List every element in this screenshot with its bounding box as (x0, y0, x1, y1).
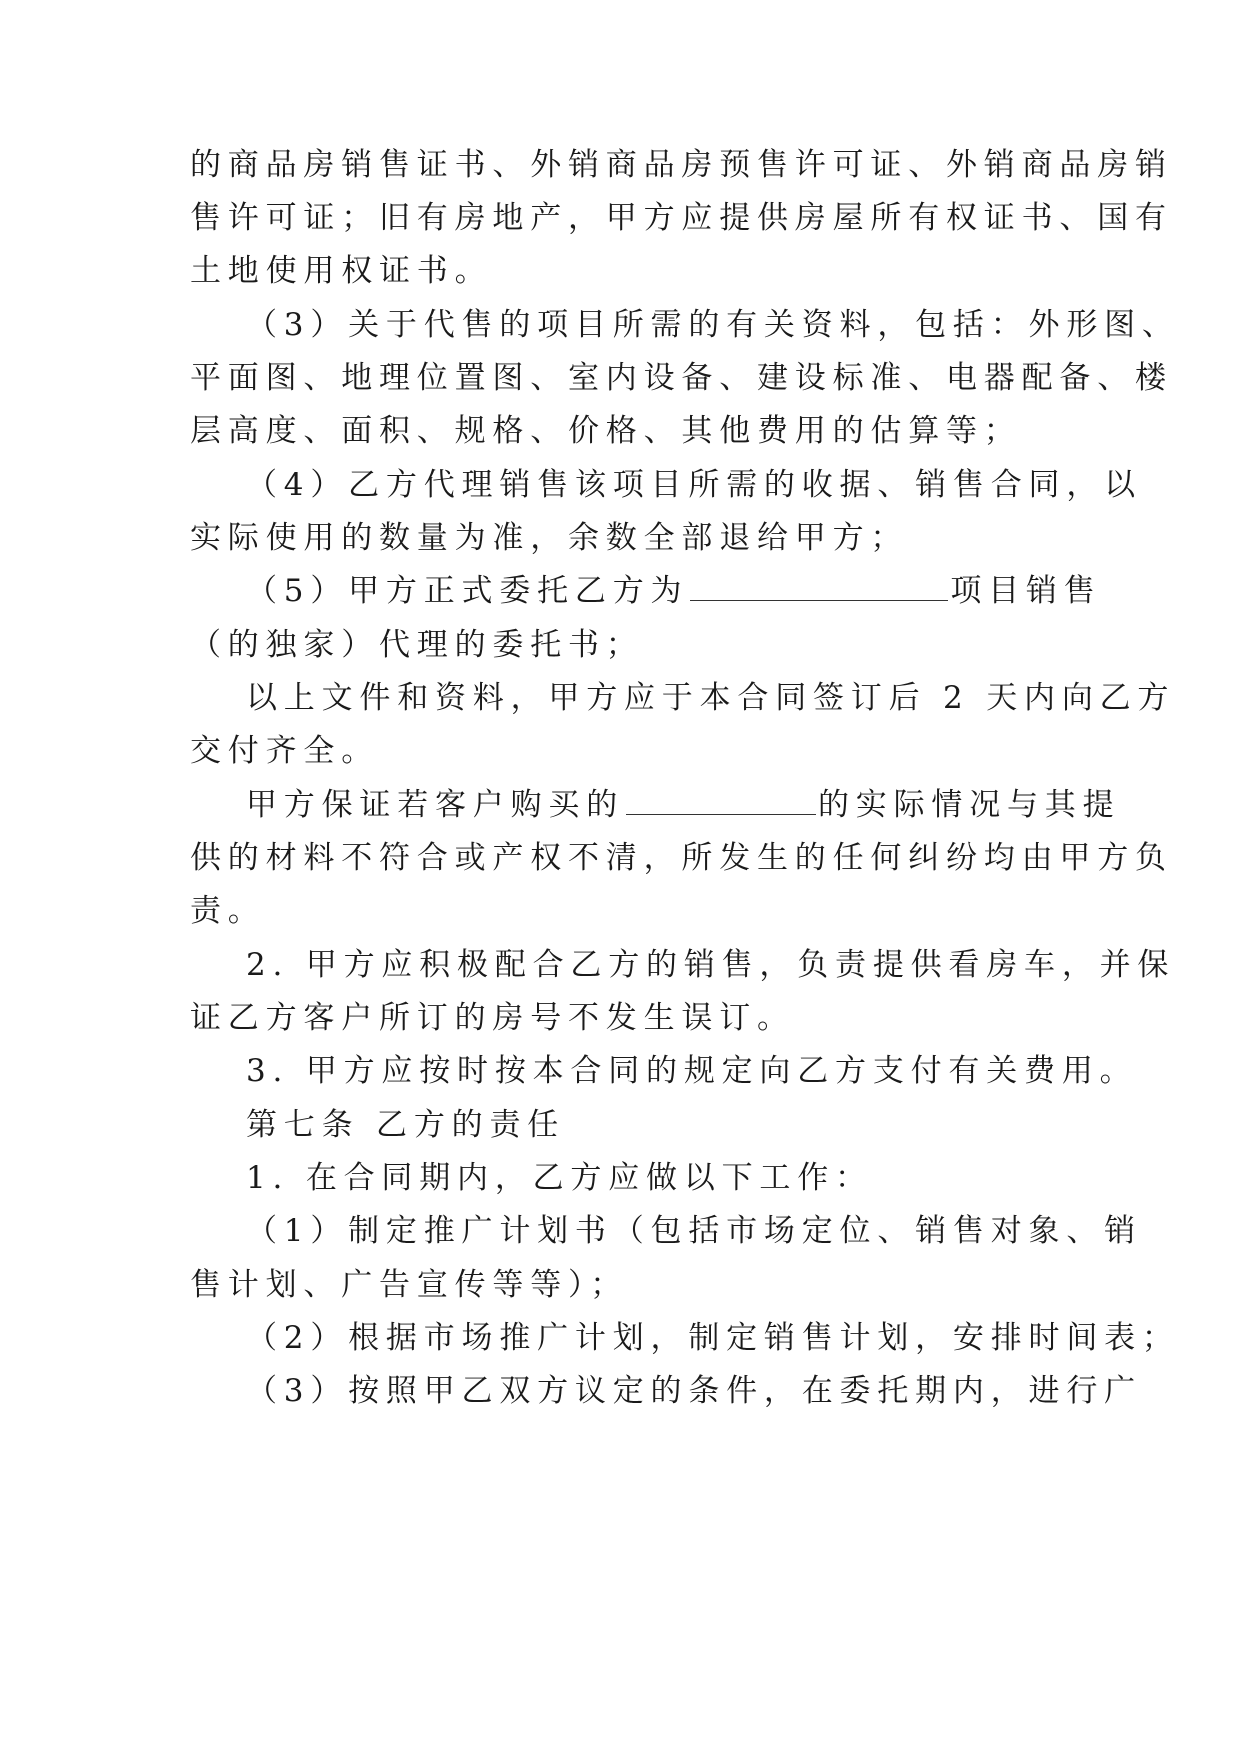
text-line (246, 295, 1180, 355)
text-span: 1. 在合同期内，乙方应做以下工作： (246, 1160, 873, 1196)
fill-in-blank[interactable] (690, 574, 948, 601)
text-span: （的独家）代理的委托书； (190, 627, 644, 663)
text-span: 3. 甲方应按时按本合同的规定向乙方支付有关费用。 (246, 1053, 1138, 1089)
text-line (190, 188, 1173, 248)
text-span: 证乙方客户所订的房号不发生误订。 (190, 1000, 795, 1036)
text-span: 售计划、广告宣传等等）； (190, 1267, 629, 1303)
text-span: 实际使用的数量为准，余数全部退给甲方； (190, 520, 909, 556)
text-span: 以上文件和资料，甲方应于本合同签订后 2 天内向乙方 (246, 680, 1176, 716)
text-line (190, 135, 1173, 195)
text-span: 项目销售 (950, 573, 1102, 609)
text-line (190, 881, 266, 941)
text-line (190, 1255, 628, 1315)
text-span: （1）制定推广计划书（包括市场定位、销售对象、销 (246, 1213, 1142, 1249)
text-line (190, 348, 1173, 408)
text-line (190, 721, 379, 781)
text-line (246, 1201, 1142, 1261)
text-line (246, 1361, 1142, 1421)
text-span: 售许可证；旧有房地产，甲方应提供房屋所有权证书、国有 (190, 200, 1173, 236)
text-span: （3）按照甲乙双方议定的条件，在委托期内，进行广 (246, 1373, 1142, 1409)
text-span: 的实际情况与其提 (818, 787, 1121, 823)
text-line (190, 828, 1173, 888)
text-span: 责。 (190, 893, 266, 929)
text-span: 甲方保证若客户购买的 (246, 787, 624, 823)
text-line (246, 1041, 1137, 1101)
text-span: 第七条 乙方的责任 (246, 1107, 566, 1143)
text-line (246, 1308, 1180, 1368)
text-line (246, 561, 1102, 621)
section-heading (246, 1095, 565, 1155)
text-line (190, 508, 908, 568)
text-line (246, 668, 1175, 728)
text-line (246, 1148, 873, 1208)
text-span: （3）关于代售的项目所需的有关资料，包括：外形图、 (246, 307, 1180, 343)
text-span: （5）甲方正式委托乙方为 (246, 573, 689, 609)
text-span: 土地使用权证书。 (190, 253, 493, 289)
text-line (246, 935, 1175, 995)
text-line (190, 615, 644, 675)
text-line (190, 241, 492, 301)
text-line (190, 988, 795, 1048)
text-span: 的商品房销售证书、外销商品房预售许可证、外销商品房销 (190, 147, 1173, 183)
text-line (246, 455, 1142, 515)
text-span: 供的材料不符合或产权不清，所发生的任何纠纷均由甲方负 (190, 840, 1173, 876)
text-span: （4）乙方代理销售该项目所需的收据、销售合同，以 (246, 467, 1142, 503)
text-span: 交付齐全。 (190, 733, 379, 769)
text-line (246, 775, 1120, 835)
text-line (190, 401, 1022, 461)
text-span: 平面图、地理位置图、室内设备、建设标准、电器配备、楼 (190, 360, 1173, 396)
text-span: 2. 甲方应积极配合乙方的销售，负责提供看房车，并保 (246, 947, 1176, 983)
fill-in-blank[interactable] (626, 788, 816, 815)
text-span: 层高度、面积、规格、价格、其他费用的估算等； (190, 413, 1022, 449)
text-span: （2）根据市场推广计划，制定销售计划，安排时间表； (246, 1320, 1180, 1356)
